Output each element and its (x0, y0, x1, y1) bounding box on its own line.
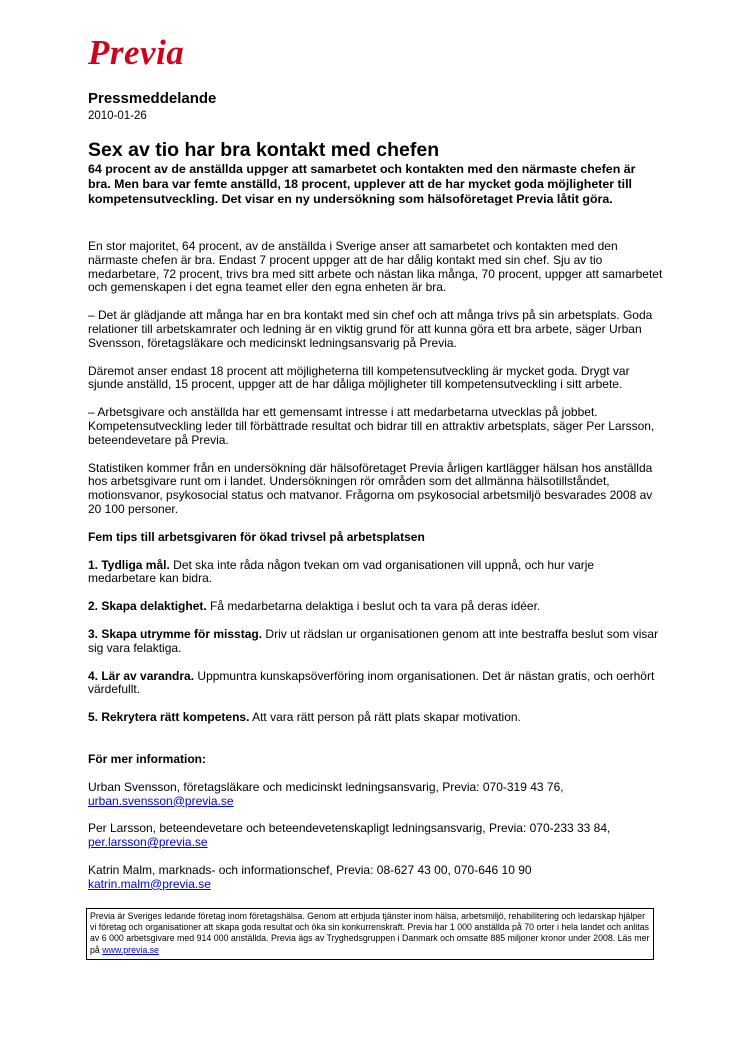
tips-section (88, 531, 663, 725)
tip-text: Få medarbetarna delaktiga i beslut och ta vara på deras idéer. (206, 599, 541, 614)
tip-item (88, 559, 663, 587)
body-paragraph: – Arbetsgivare och anställda har ett gemensamt intresse i att medarbetarna utvecklas på jobbet. Kompetensutveckling leder till förbättrade resultat och bidrar till en attraktiv arbetsplats, säger Per Larsson, beteendevetare på Previa. (88, 405, 655, 447)
body-paragraph: En stor majoritet, 64 procent, av de anställda i Sverige anser att samarbetet och kontakten med den närmaste chefen är bra. Endast 7 procent uppger att de har dålig kontakt med sin chef. Sju av tio medarbetare, 72 procent, trivs bra med sitt arbete och nästan lika många, 70 procent, uppger att samarbetet och gemenskapen i det egna teamet eller den egna enheten är bra. (88, 239, 663, 295)
contact-entry (88, 822, 663, 850)
body-paragraph: – Det är glädjande att många har en bra kontakt med sin chef och att många trivs på sin arbetsplats. Goda relationer till arbetskamrater och ledning är en viktig grund för att kunna göra ett bra arbete, säger Urban Svensson, företagsläkare och medicinskt ledningsansvarig på Previa. (88, 308, 653, 350)
tip-item (88, 600, 663, 614)
release-date: 2010-01-26 (88, 110, 147, 122)
body-paragraph: Statistiken kommer från en undersökning där hälsoföretaget Previa årligen kartlägger hälsan hos anställda hos arbetsgivare runt om i landet. Undersökningen rör områden som det allmänna hälsotillståndet, motionsvanor, psykosocial status och matvanor. Frågorna om psykosocial arbetsmiljö besvarades 2008 av 20 100 personer. (88, 460, 653, 516)
contacts-section (88, 753, 663, 892)
tip-text: Det ska inte råda någon tvekan om vad organisationen vill uppnå, och hur varje medarbetare kan bidra. (88, 557, 595, 586)
contact-email-link[interactable]: urban.svensson@previa.se (88, 793, 234, 808)
contact-text: Per Larsson, beteendevetare och beteendevetenskapligt ledningsansvarig, Previa: 070-233 33 84, (88, 821, 611, 836)
contact-email-link[interactable]: per.larsson@previa.se (88, 835, 208, 850)
tip-item (88, 711, 663, 725)
tip-heading: 4. Lär av varandra. (88, 668, 195, 683)
tip-heading: 3. Skapa utrymme för misstag. (88, 626, 263, 641)
contact-text: Katrin Malm, marknads- och informationschef, Previa: 08-627 43 00, 070-646 10 90 (88, 862, 532, 877)
lead-paragraph: 64 procent av de anställda uppger att samarbetet och kontakten med den närmaste chefen är bra. Men bara var femte anställd, 18 procent, upplever att de har mycket goda möjligheter till kompetensutveckling. Det visar en ny undersökning som hälsoföretaget Previa låtit göra. (88, 162, 636, 206)
website-link[interactable]: www.previa.se (102, 944, 159, 955)
boilerplate-text: Previa är Sveriges ledande företag inom företagshälsa. Genom att erbjuda tjänster inom hälsa, arbetsmiljö, rehabilitering och ledarskap hjälper vi företag och organisationer att skapa goda resultat och öka sin konkurrenskraft. Previa har 1 000 anställda på 70 orter i hela landet och anlitas av 6 000 arbetsgivare med 914 000 anställda. Previa ägs av Tryghedsgruppen i Danmark och omsatte 885 miljoner kronor under 2008. Läs mer på (90, 911, 650, 955)
body-paragraph: Däremot anser endast 18 procent att möjligheterna till kompetensutveckling är mycket goda. Drygt var sjunde anställd, 15 procent, uppger att de har dåliga möjligheter till kompetensutveckling i sitt arbete. (88, 363, 630, 392)
tip-item (88, 628, 663, 656)
contact-entry (88, 864, 663, 892)
contact-text: Urban Svensson, företagsläkare och medicinskt ledningsansvarig, Previa: 070-319 43 76, (88, 779, 564, 794)
tip-text: Driv ut rädslan ur organisationen genom att inte bestraffa beslut som visar sig vara felaktiga. (88, 626, 659, 655)
article-body (88, 240, 663, 906)
tips-title: Fem tips till arbetsgivaren för ökad trivsel på arbetsplatsen (88, 529, 425, 544)
tip-text: Uppmuntra kunskapsöverföring inom organisationen. Det är nästan gratis, och oerhört värdefullt. (88, 668, 655, 697)
tip-text: Att vara rätt person på rätt plats skapar motivation. (249, 710, 521, 725)
previa-logo: Previa (88, 33, 185, 72)
document-type-label: Pressmeddelande (88, 90, 217, 107)
tip-heading: 5. Rekrytera rätt kompetens. (88, 710, 250, 725)
contact-entry (88, 781, 663, 809)
contacts-title: För mer information: (88, 751, 207, 766)
tip-item (88, 670, 663, 698)
headline: Sex av tio har bra kontakt med chefen (88, 139, 440, 161)
contact-email-link[interactable]: katrin.malm@previa.se (88, 876, 211, 891)
tip-heading: 1. Tydliga mål. (88, 557, 170, 572)
company-boilerplate-box (86, 908, 654, 960)
tip-heading: 2. Skapa delaktighet. (88, 599, 207, 614)
